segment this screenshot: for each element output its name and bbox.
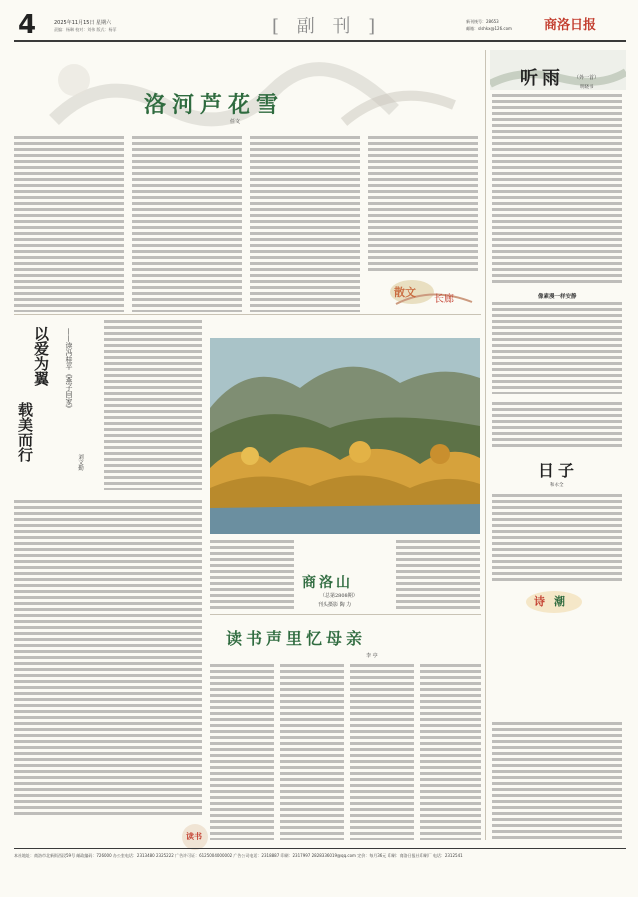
prose-badge-left: 散文 <box>394 286 416 299</box>
poem3-body <box>492 494 622 582</box>
poem3-title: 日子 <box>538 461 579 480</box>
prose-badge <box>386 278 476 308</box>
section-rule-2 <box>210 614 481 615</box>
poem3-author: 和永全 <box>550 483 564 488</box>
photo-credit: 刊头摄影 陶 力 <box>318 602 352 608</box>
article-title: 洛河芦花雪 <box>144 92 285 118</box>
section-title: [ 副 刊 ] <box>272 16 382 37</box>
reading-badge-text: 读书 <box>186 831 202 841</box>
contact-line-2: 邮箱：slshkx@126.com <box>466 26 512 31</box>
second-article-col-3 <box>350 664 414 840</box>
second-article-col-1 <box>210 664 274 840</box>
second-article-col-2 <box>280 664 344 840</box>
poem2-title: 像素漫一样安静 <box>538 294 577 300</box>
main-article <box>14 50 481 312</box>
poem2-body-2 <box>492 402 622 448</box>
second-article-author: 李 亭 <box>366 653 378 659</box>
photo-caption-title: 商洛山 <box>302 575 353 591</box>
newspaper-logo: 商洛日报 <box>544 18 597 33</box>
review-column-1 <box>104 320 202 490</box>
article-column-4 <box>368 136 478 274</box>
poetry-badge <box>524 588 584 614</box>
article-column-3 <box>250 136 360 312</box>
vertical-title-line2: 载美而行 <box>16 402 34 462</box>
poem1-subtitle: （外一首） <box>574 75 600 81</box>
article-author: 任文 <box>230 119 241 125</box>
photo-side-text <box>210 540 294 610</box>
review-column-2 <box>14 500 202 816</box>
vertical-subtitle: ——读冯桂平《燕子回家》 <box>65 328 73 412</box>
footer-rule <box>14 848 626 849</box>
poem1-body <box>492 94 622 286</box>
vertical-author: 刘文勤 <box>77 454 83 471</box>
header-rule <box>14 40 626 42</box>
photo-caption-sub: （总第2808期） <box>320 593 358 599</box>
contact-line-1: 新刊统号：28653 <box>466 19 499 24</box>
second-article-col-4 <box>420 664 481 840</box>
article-column-2 <box>132 136 242 312</box>
poetry-badge-left: 诗 <box>534 595 545 608</box>
poem1-author: 明晓书 <box>580 85 594 90</box>
poem1-title: 听雨 <box>520 68 564 89</box>
photo-side-text-2 <box>396 540 480 610</box>
right-column-divider <box>485 50 486 840</box>
landscape-photo <box>210 338 480 534</box>
poem2-body <box>492 302 622 394</box>
prose-badge-right: 长廊 <box>434 294 454 305</box>
vertical-title-line1: 以爱为翼 <box>32 326 50 386</box>
editor-line: 责编：杨琳 校对：刘伟 版式：杨菲 <box>54 27 117 32</box>
second-article-title: 读书声里忆母亲 <box>226 629 367 648</box>
poetry-column <box>490 50 626 840</box>
article-column-1 <box>14 136 124 312</box>
page-number: 4 <box>18 10 37 40</box>
poetry-badge-right: 潮 <box>554 595 565 608</box>
footer-info: 本社地址：商洛市北新街西段59号 邮政编码：726000 办公室电话：2313480 2325222 广告许可证：6125004000002 广告公司电话：2318887 印刷：2317997 2828336019@qq.com 定价：每月36元 印刷：商洛日报社印刷厂 电话：2312541 <box>14 853 463 858</box>
page-header <box>14 10 626 46</box>
poetry-continuation <box>492 722 622 842</box>
issue-date: 2025年11月15日 星期六 <box>54 20 112 26</box>
section-rule-1 <box>14 314 481 315</box>
